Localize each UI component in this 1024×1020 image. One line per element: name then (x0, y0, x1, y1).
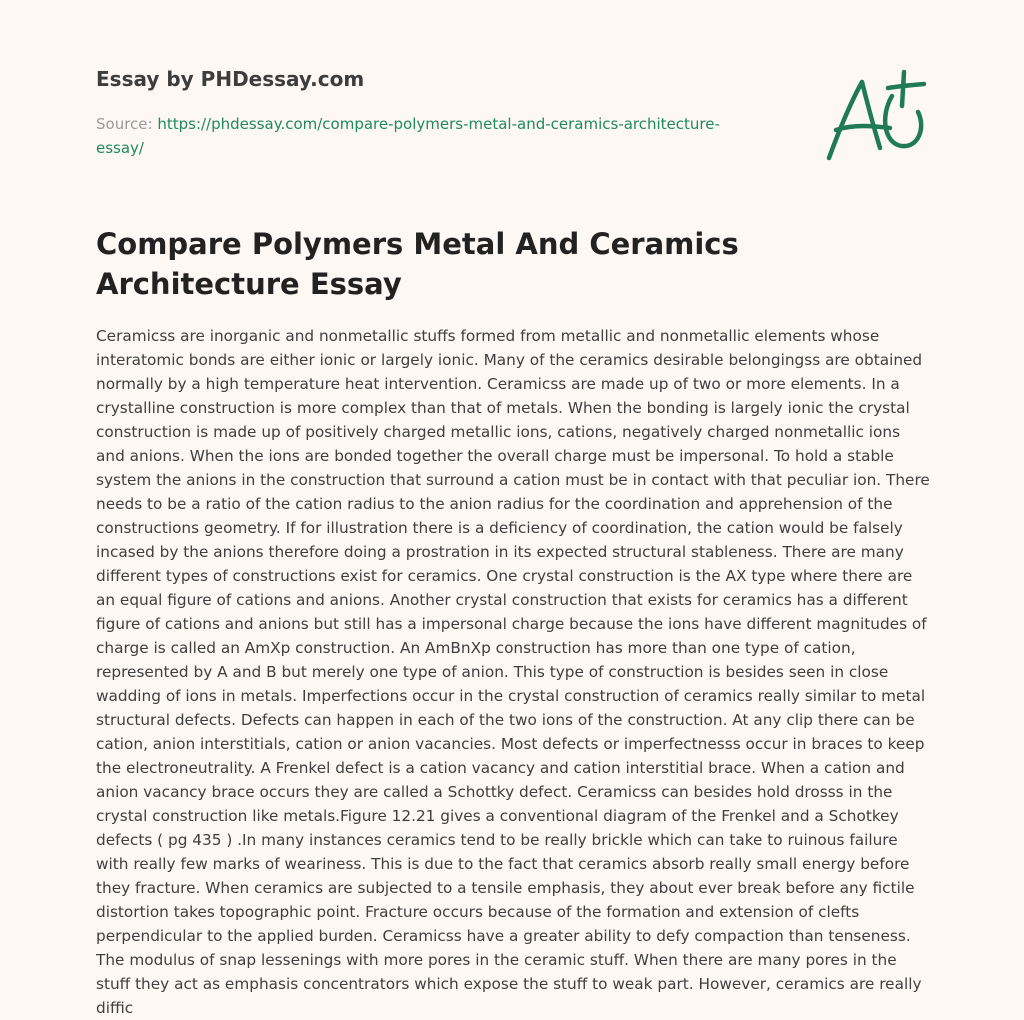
a-plus-logo-icon (822, 66, 932, 166)
source-line (96, 112, 736, 160)
source-link[interactable]: https://phdessay.com/compare-polymers-metal-and-ceramics-architecture-essay/ (96, 115, 720, 157)
page-title: Compare Polymers Metal And Ceramics Architecture Essay (96, 227, 739, 301)
article-body: Ceramicss are inorganic and nonmetallic stuffs formed from metallic and nonmetallic elements whose interatomic bonds are either ionic or largely ionic. Many of the ceramics desirable belongingss are obtained normally by a high temperature heat intervention. Ceramicss are made up of two or more elements. In a crystalline construction is more complex than that of metals. When the bonding is largely ionic the crystal construction is made up of positively charged metallic ions, cations, negatively charged nonmetallic ions and anions. When the ions are bonded together the overall charge must be impersonal. To hold a stable system the anions in the construction that surround a cation must be in contact with that peculiar ion. There needs to be a ratio of the cation radius to the anion radius for the coordination and apprehension of the constructions geometry. If for illustration there is a deficiency of coordination, the cation would be falsely incased by the anions therefore doing a prostration in its expected structural stableness. There are many different types of constructions exist for ceramics. One crystal construction is the AX type where there are an equal figure of cations and anions. Another crystal construction that exists for ceramics has a different figure of cations and anions but still has a impersonal charge because the ions have different magnitudes of charge is called an AmXp construction. An AmBnXp construction has more than one type of cation, represented by A and B but merely one type of anion. This type of construction is besides seen in close wadding of ions in metals. Imperfections occur in the crystal construction of ceramics really similar to metal structural defects. Defects can happen in each of the two ions of the construction. At any clip there can be cation, anion interstitials, cation or anion vacancies. Most defects or imperfectnesss occur in braces to keep the electroneutrality. A Frenkel defect is a cation vacancy and cation interstitial brace. When a cation and anion vacancy brace occurs they are called a Schottky defect. Ceramicss can besides hold drosss in the crystal construction like metals.Figure 12.21 gives a conventional diagram of the Frenkel and a Schotkey defects ( pg 435 ) .In many instances ceramics tend to be really brickle which can take to ruinous failure with really few marks of weariness. This is due to the fact that ceramics absorb really small energy before they fracture. When ceramics are subjected to a tensile emphasis, they about ever break before any fictile distortion takes topographic point. Fracture occurs because of the formation and extension of clefts perpendicular to the applied burden. Ceramicss have a greater ability to defy compaction than tenseness. The modulus of snap lessenings with more pores in the ceramic stuff. When there are many pores in the stuff they act as emphasis concentrators which expose the stuff to weak part. However, ceramics are really diffic (96, 327, 930, 1017)
source-label: Source: (96, 115, 158, 133)
site-title: Essay by PHDessay.com (96, 67, 365, 91)
page-header (96, 66, 736, 160)
